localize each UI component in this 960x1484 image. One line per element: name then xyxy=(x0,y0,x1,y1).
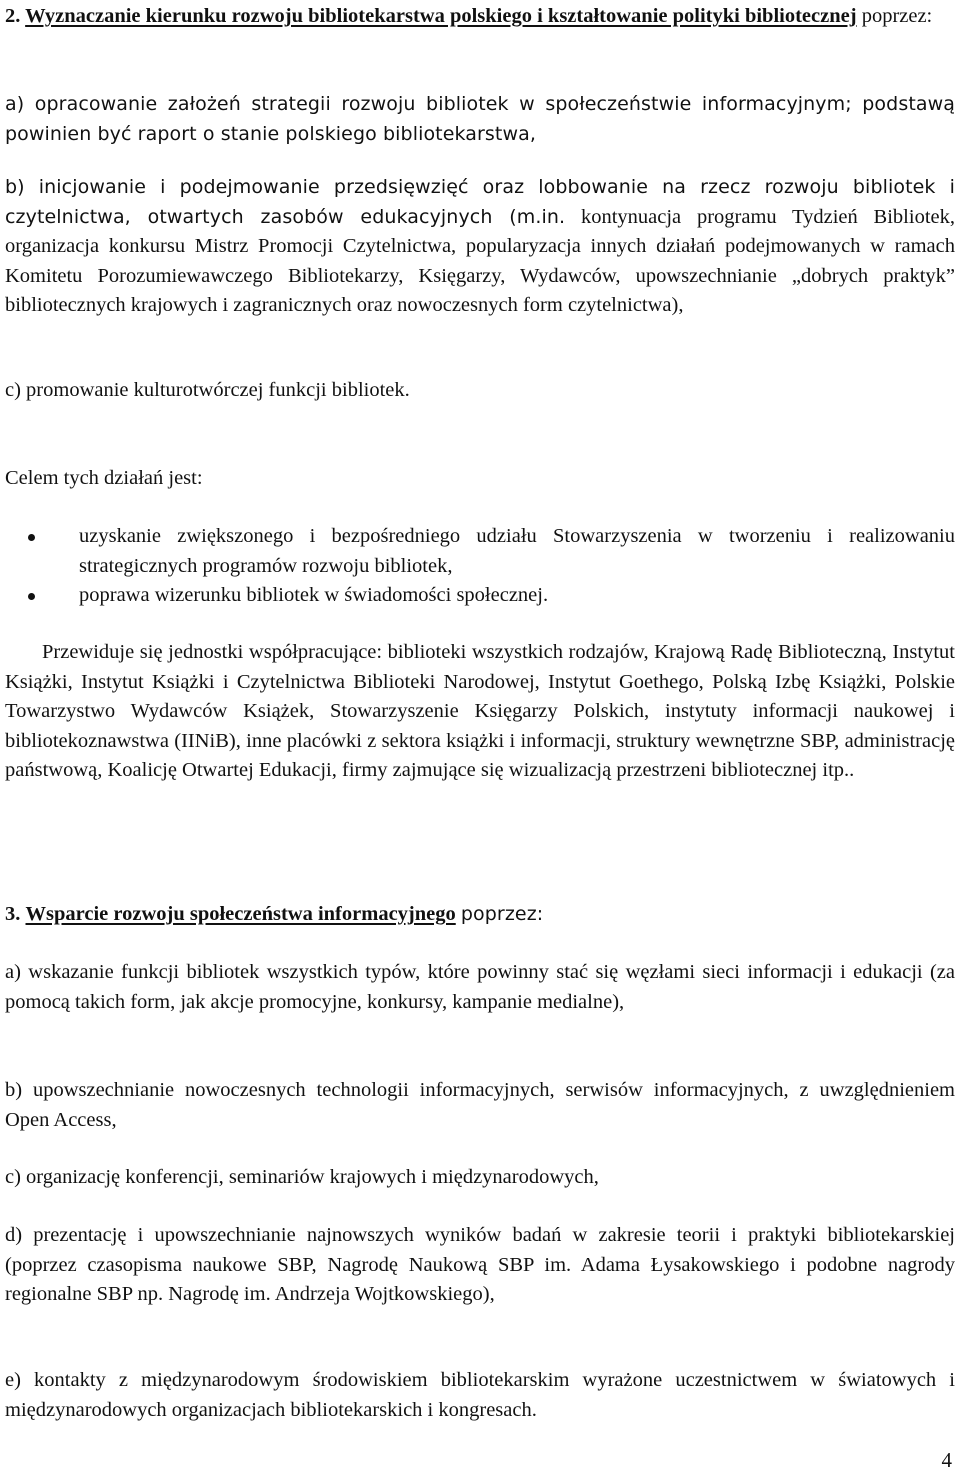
goal-text: uzyskanie zwiększonego i bezpośredniego udziału Stowarzyszenia w tworzeniu i realizowaniu strategicznych programów rozwoju bibliotek, xyxy=(79,525,955,577)
goals-list xyxy=(5,522,955,611)
section-3-heading xyxy=(5,900,955,930)
goal-item-1 xyxy=(5,522,955,581)
goal-item-2 xyxy=(5,581,955,611)
section-3-item-b: b) upowszechnianie nowoczesnych technologii informacyjnych, serwisów informacyjnych, z uwzględnieniem Open Access, xyxy=(5,1079,955,1131)
section-2-heading-rest: poprzez: xyxy=(861,5,933,27)
goals-intro: Celem tych działań jest: xyxy=(5,467,203,489)
section-2-item-b-part2: kontynuacja programu Tydzień Bibliotek, organizacja konkursu Mistrz Promocji Czytelnictwa, popularyzacja innych działań podejmowanych w ramach Komitetu Porozumiewawczego Bibliotekarzy, Księgarzy, Wydawców, upowszechnianie „dobrych praktyk” bibliotecznych krajowych i zagranicznych oraz nowoczesnych form czytelnictwa), xyxy=(5,205,955,316)
section-3-heading-bold: Wsparcie rozwoju społeczeństwa informacyjnego xyxy=(25,903,456,925)
section-2-item-c: c) promowanie kulturotwórczej funkcji bibliotek. xyxy=(5,379,410,401)
section-2-heading-bold: Wyznaczanie kierunku rozwoju bibliotekarstwa polskiego i kształtowanie polityki bibliotecznej xyxy=(25,5,857,27)
goal-text: poprawa wizerunku bibliotek w świadomości społecznej. xyxy=(79,584,549,606)
section-2-item-b xyxy=(5,173,955,321)
section-3-number: 3. xyxy=(5,903,21,925)
bullet-icon xyxy=(28,593,35,600)
section-3-item-e: e) kontakty z międzynarodowym środowiskiem bibliotekarskim wyrażone uczestnictwem w światowych i międzynarodowych organizacjach bibliotekarskich i kongresach. xyxy=(5,1369,955,1421)
section-3-item-c: c) organizację konferencji, seminariów krajowych i międzynarodowych, xyxy=(5,1166,599,1188)
section-3-item-d: d) prezentację i upowszechnianie najnowszych wyników badań w zakresie teorii i praktyki bibliotekarskiej (poprzez czasopisma naukowe SBP, Nagrodę Naukową SBP im. Adama Łysakowskiego i podobne nagrody regionalne SBP np. Nagrodę im. Andrzeja Wojtkowskiego), xyxy=(5,1224,955,1305)
section-2-item-a: a) opracowanie założeń strategii rozwoju bibliotek w społeczeństwie informacyjnym; podstawą powinien być raport o stanie polskiego bibliotekarstwa, xyxy=(5,93,955,145)
partners-paragraph: Przewiduje się jednostki współpracujące: biblioteki wszystkich rodzajów, Krajową Radę Biblioteczną, Instytut Książki, Instytut Książki i Czytelnictwa Biblioteki Narodowej, Instytut Goethego, Polską Izbę Książki, Polskie Towarzystwo Wydawców Książek, Stowarzyszenie Księgarzy Polskich, instytuty informacji naukowej i bibliotekoznawstwa (IINiB), inne placówki z sektora książki i informacji, struktury wewnętrzne SBP, administrację państwową, Koalicję Otwartej Edukacji, firmy zajmujące się wizualizacją przestrzeni bibliotecznej itp.. xyxy=(5,641,955,781)
section-2-number: 2. xyxy=(5,5,21,27)
section-3-item-a: a) wskazanie funkcji bibliotek wszystkich typów, które powinny stać się węzłami sieci informacji i edukacji (za pomocą takich form, jak akcje promocyjne, konkursy, kampanie medialne), xyxy=(5,961,955,1013)
page-number: 4 xyxy=(941,1448,952,1472)
section-3-heading-rest: poprzez: xyxy=(460,903,544,925)
section-2-heading xyxy=(5,2,955,32)
section-2-item-b-part1: b) inicjowanie i podejmowanie przedsięwzięć oraz lobbowanie na rzecz rozwoju bibliotek i czytelnictwa, otwartych zasobów edukacyjnych (m.in. xyxy=(5,176,955,228)
bullet-icon xyxy=(28,534,35,541)
